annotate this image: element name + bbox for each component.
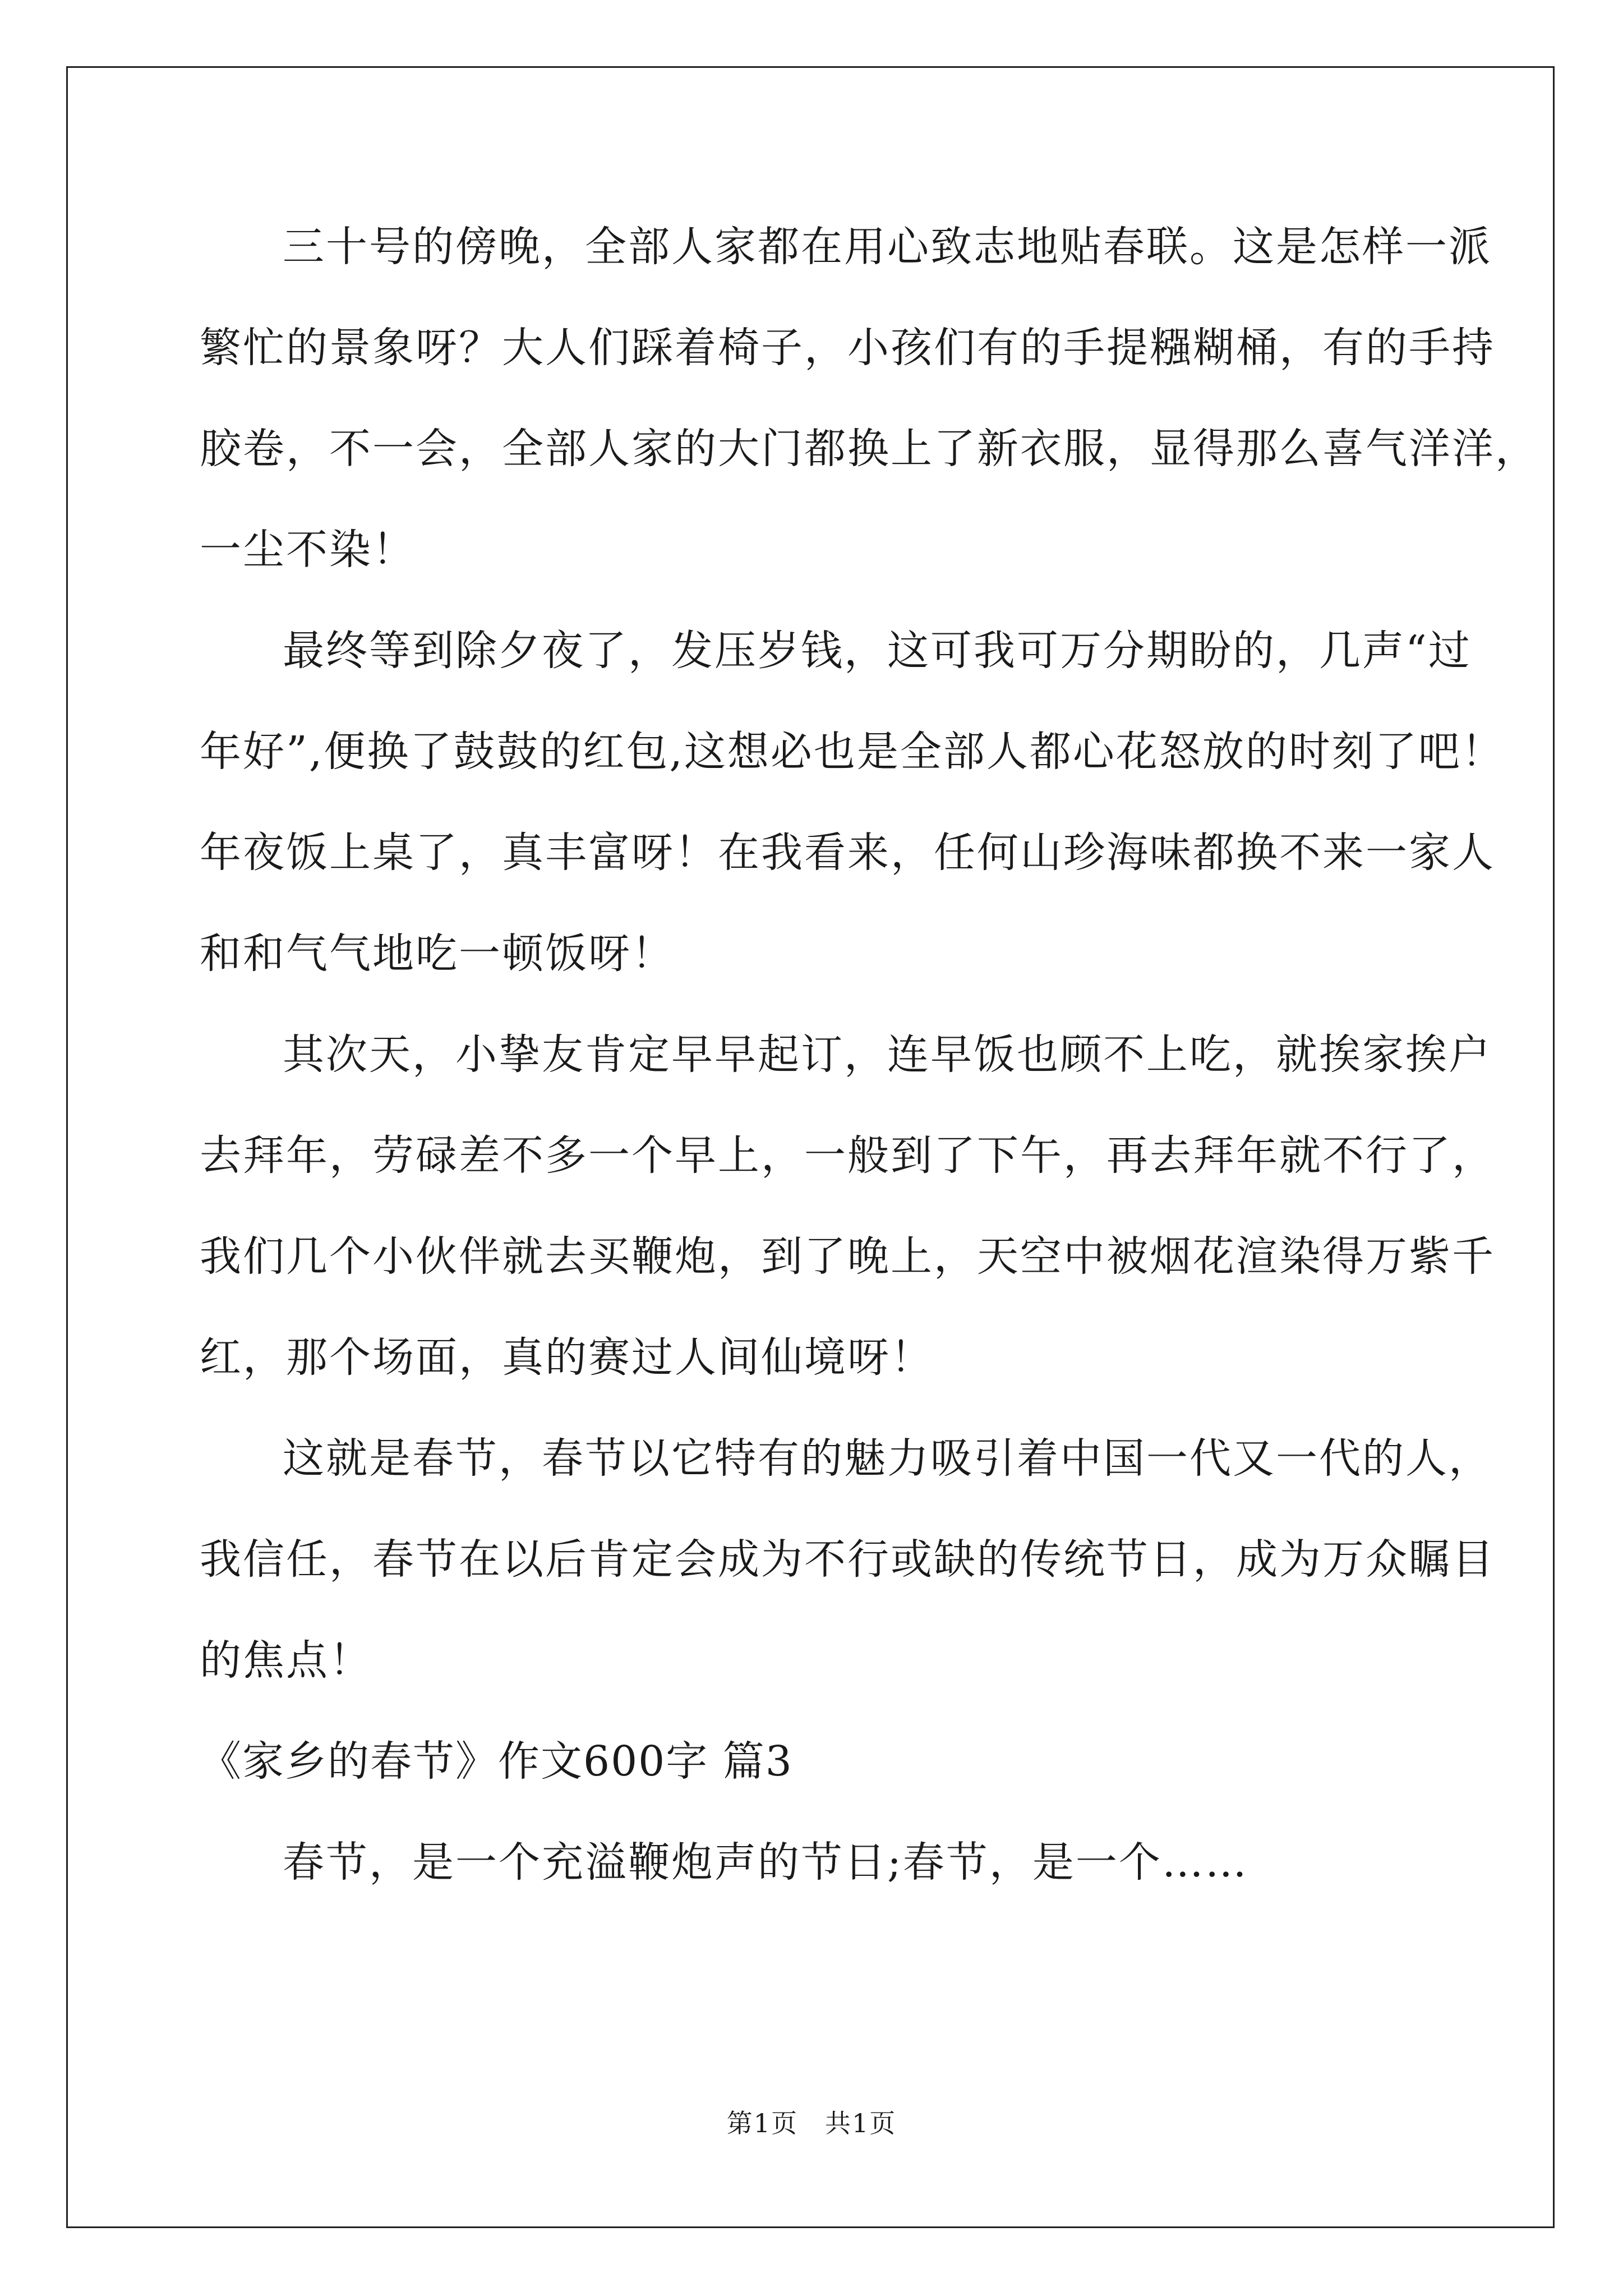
page-number: 第1页 (726, 2108, 798, 2138)
text-line: 我信任，春节在以后肯定会成为不行或缺的传统节日，成为万众瞩目 (200, 1535, 1495, 1584)
text-line: 三十号的傍晚，全部人家都在用心致志地贴春联。这是怎样一派 (283, 223, 1492, 271)
text-line: 一尘不染！ (200, 526, 416, 574)
text-line: 和和气气地吃一顿饭呀！ (200, 930, 675, 978)
page-footer (0, 2106, 1623, 2140)
text-line: 年好”,便换了鼓鼓的红包,这想必也是全部人都心花怒放的时刻了吧！ (200, 728, 1505, 776)
text-line: 春节，是一个充溢鞭炮声的节日;春节，是一个…… (283, 1838, 1248, 1887)
text-line: 红，那个场面，真的赛过人间仙境呀！ (200, 1333, 934, 1382)
text-line: 去拜年，劳碌差不多一个早上，一般到了下午，再去拜年就不行了， (200, 1131, 1495, 1180)
text-line: 最终等到除夕夜了，发压岁钱，这可我可万分期盼的，几声“过 (283, 627, 1472, 675)
text-line: 我们几个小伙伴就去买鞭炮，到了晚上，天空中被烟花渲染得万紫千 (200, 1232, 1495, 1281)
section-heading: 《家乡的春节》作文600字 篇3 (200, 1737, 793, 1786)
text-line: 这就是春节，春节以它特有的魅力吸引着中国一代又一代的人， (283, 1434, 1492, 1483)
text-line: 的焦点！ (200, 1636, 372, 1685)
text-line: 其次天，小挚友肯定早早起订，连早饭也顾不上吃，就挨家挨户 (283, 1030, 1492, 1079)
text-line: 繁忙的景象呀？大人们踩着椅子，小孩们有的手提糨糊桶，有的手持 (200, 324, 1495, 372)
page-total: 共1页 (825, 2108, 897, 2138)
text-line: 胶卷，不一会，全部人家的大门都换上了新衣服，显得那么喜气洋洋， (200, 425, 1538, 473)
document-body (200, 213, 1538, 1930)
text-line: 年夜饭上桌了，真丰富呀！在我看来，任何山珍海味都换不来一家人 (200, 829, 1495, 877)
